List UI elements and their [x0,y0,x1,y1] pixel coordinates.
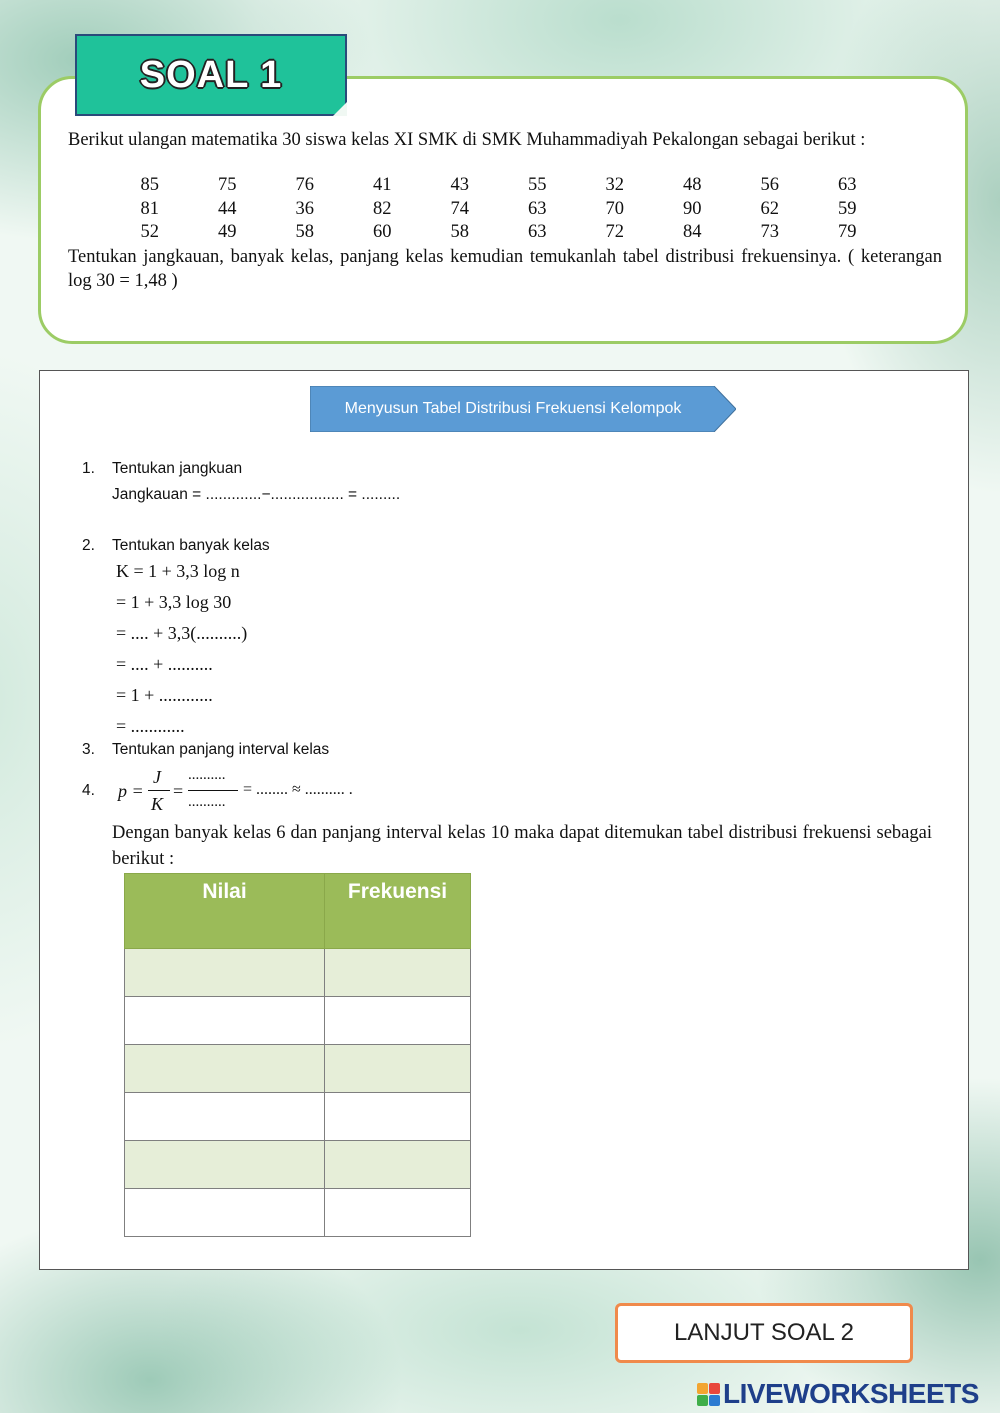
score-value: 76 [295,175,314,195]
step-1-number: 1. [82,460,95,477]
column-header-frekuensi: Frekuensi [325,874,471,949]
question-task: Tentukan jangkauan, banyak kelas, panjang kelas kemudian temukanlah tabel distribusi frekuensinya. ( keterangan log 30 = 1,48 ) [68,247,942,291]
class-count-line-6[interactable]: = ............ [116,716,185,736]
step-1-title: Tentukan jangkuan [112,460,243,477]
table-intro-paragraph: Dengan banyak kelas 6 dan panjang interval kelas 10 maka dapat ditemukan tabel distribusi frekuensi sebagai berikut : [112,823,932,869]
class-count-line-3[interactable]: = .... + 3,3(..........) [116,623,248,643]
range-formula-blank[interactable]: Jangkauan = .............−................. = ......... [112,486,401,503]
fraction-k: K [151,794,164,814]
score-value: 36 [295,198,314,219]
score-value: 73 [760,222,779,242]
frekuensi-cell[interactable] [325,949,471,997]
table-row [125,949,471,997]
score-value: 84 [683,222,702,242]
fraction-j: J [153,767,161,787]
score-data-row [111,175,886,199]
score-value: 85 [140,175,159,195]
step-2-number: 2. [82,537,95,554]
step-3-number: 3. [82,741,95,758]
nilai-cell[interactable] [125,1189,325,1237]
banner-label: Menyusun Tabel Distribusi Frekuensi Kelompok [344,400,682,417]
score-value: 44 [218,198,237,219]
score-value: 60 [373,222,392,242]
score-value: 59 [838,198,857,219]
nilai-cell[interactable] [125,1141,325,1189]
question-card [38,76,968,344]
fraction-equals: = [173,781,184,801]
class-count-line-5[interactable]: = 1 + ............ [116,685,213,705]
nilai-cell[interactable] [125,949,325,997]
score-value: 55 [528,175,547,195]
class-count-line-4[interactable]: = .... + .......... [116,654,213,674]
score-value: 56 [760,175,779,195]
score-value: 32 [605,175,624,195]
score-value: 70 [605,198,624,219]
score-value: 74 [450,198,469,219]
frekuensi-cell[interactable] [325,997,471,1045]
score-value: 43 [450,175,469,195]
fraction-bar-blank [188,790,238,791]
frekuensi-cell[interactable] [325,1045,471,1093]
step-2-title: Tentukan banyak kelas [112,537,270,554]
next-question-button[interactable]: LANJUT SOAL 2 [615,1303,913,1363]
score-data-grid [111,175,886,246]
frekuensi-cell[interactable] [325,1141,471,1189]
denominator-blank[interactable]: .......... [188,794,226,810]
numerator-blank[interactable]: .......... [188,767,226,783]
score-value: 48 [683,175,702,195]
watermark-text: LIVEWORKSHEETS [723,1378,979,1409]
table-row [125,1093,471,1141]
liveworksheets-watermark [697,1378,979,1410]
question-title: SOAL 1 [139,53,283,96]
step-3-title: Tentukan panjang interval kelas [112,741,330,758]
score-value: 63 [838,175,857,195]
table-row [125,1189,471,1237]
score-value: 58 [295,222,314,242]
score-value: 62 [760,198,779,219]
score-data-row [111,222,886,246]
score-value: 72 [605,222,624,242]
class-count-line-2: = 1 + 3,3 log 30 [116,592,232,612]
liveworksheets-logo-icon [697,1383,720,1406]
score-value: 63 [528,198,547,219]
score-value: 49 [218,222,237,242]
interval-p-label: p = [118,781,144,801]
section-banner [310,386,736,432]
interval-result-blank[interactable]: = ........ ≈ .......... . [243,781,353,798]
score-value: 52 [140,222,159,242]
worksheet-panel [39,370,969,1270]
step-4-number: 4. [82,782,95,799]
nilai-cell[interactable] [125,1093,325,1141]
frekuensi-cell[interactable] [325,1093,471,1141]
score-value: 90 [683,198,702,219]
score-value: 79 [838,222,857,242]
question-title-tab [75,34,347,116]
class-count-line-1: K = 1 + 3,3 log n [116,561,240,581]
score-value: 81 [140,198,159,219]
score-data-row [111,199,886,223]
frequency-table [124,873,471,1237]
question-intro: Berikut ulangan matematika 30 siswa kelas XI SMK di SMK Muhammadiyah Pekalongan sebagai berikut : [68,130,866,150]
table-row [125,1045,471,1093]
frekuensi-cell[interactable] [325,1189,471,1237]
table-row [125,1141,471,1189]
fraction-bar-jk [148,790,170,791]
column-header-nilai: Nilai [125,874,325,949]
score-value: 41 [373,175,392,195]
score-value: 58 [450,222,469,242]
nilai-cell[interactable] [125,1045,325,1093]
table-row [125,997,471,1045]
score-value: 82 [373,198,392,219]
nilai-cell[interactable] [125,997,325,1045]
score-value: 63 [528,222,547,242]
score-value: 75 [218,175,237,195]
